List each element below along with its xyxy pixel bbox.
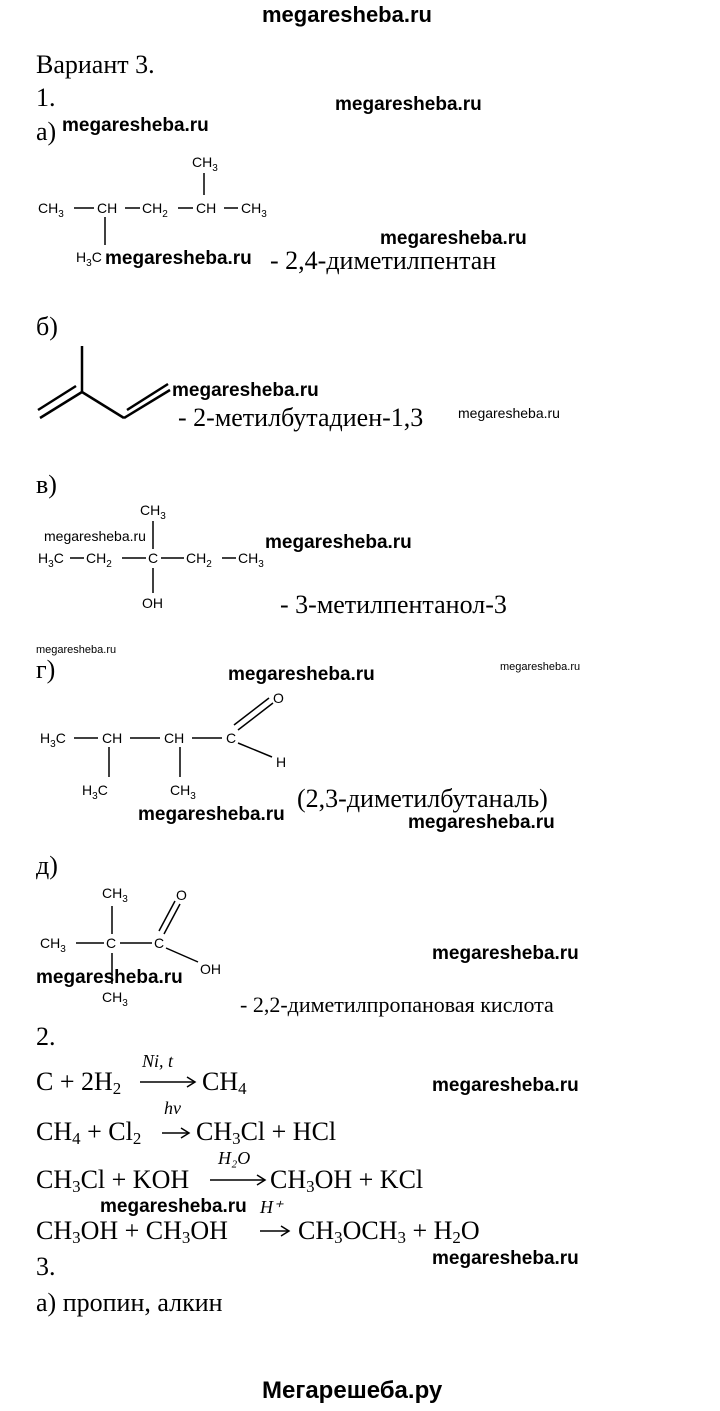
svg-text:H3C: $H_3C$ — [40, 730, 66, 750]
task1-a-label: а) — [36, 117, 57, 146]
watermark: megaresheba.ru — [172, 380, 319, 401]
svg-text:CH: CH — [196, 200, 217, 216]
svg-text:CH: CH — [164, 730, 185, 746]
reaction-4-arrow — [256, 1194, 296, 1244]
watermark: megaresheba.ru — [138, 804, 285, 825]
task1-a-name: - 2,4-диметилпентан — [270, 246, 497, 275]
reaction-2-left: $CH_4 + Cl_2$ — [36, 1117, 142, 1149]
watermark: megaresheba.ru — [408, 812, 555, 833]
reaction-1-right: $CH_4$ — [202, 1067, 247, 1099]
reaction-1-left: $C + 2H_2$ — [36, 1067, 122, 1099]
structure-v — [30, 495, 290, 615]
watermark: megaresheba.ru — [335, 94, 482, 115]
svg-text:H3C: $H_3C$ — [76, 249, 102, 269]
reaction-2-condition: hν — [164, 1098, 181, 1118]
svg-text:OH: OH — [142, 595, 163, 611]
svg-text:OH: OH — [200, 961, 221, 977]
svg-text:CH3: $CH_3$ — [102, 989, 128, 1009]
structure-g — [30, 685, 310, 805]
svg-text:CH2: $CH_2$ — [86, 550, 112, 570]
svg-text:CH3: $CH_3$ — [102, 885, 128, 905]
task1-d-label: д) — [36, 851, 58, 880]
svg-text:CH3: $CH_3$ — [38, 200, 64, 220]
reaction-4-condition: H⁺ — [260, 1197, 283, 1217]
footer-watermark: Мегарешеба.ру — [262, 1377, 443, 1404]
watermark: megaresheba.ru — [100, 1196, 247, 1217]
variant-title: Вариант 3. — [36, 50, 155, 79]
task1-v-name: - 3-метилпентанол-3 — [280, 590, 507, 619]
task1-number: 1. — [36, 83, 56, 112]
svg-text:H3C: $H_3C$ — [38, 550, 64, 570]
reaction-4-right: $CH_3OCH_3 + H_2O$ — [298, 1216, 480, 1248]
svg-text:H: H — [276, 754, 287, 770]
task3-number: 3. — [36, 1252, 56, 1281]
watermark: megaresheba.ru — [62, 115, 209, 136]
task3-a: а) пропин, алкин — [36, 1288, 223, 1317]
reaction-2-arrow — [160, 1097, 194, 1147]
svg-text:C: C — [154, 935, 165, 951]
reaction-3-arrow — [208, 1145, 270, 1195]
watermark: megaresheba.ru — [380, 228, 527, 249]
reaction-4-left: $CH_3OH + CH_3OH$ — [36, 1216, 228, 1248]
svg-text:CH: CH — [97, 200, 118, 216]
svg-text:CH3: $CH_3$ — [241, 200, 267, 220]
svg-text:CH2: $CH_2$ — [142, 200, 168, 220]
watermark: megaresheba.ru — [265, 532, 412, 553]
svg-text:CH3: $CH_3$ — [140, 502, 166, 522]
reaction-1-arrow — [138, 1050, 200, 1095]
task1-b-label: б) — [36, 312, 58, 341]
watermark: megaresheba.ru — [500, 661, 581, 673]
reaction-3-condition: H₂O — [218, 1148, 251, 1168]
structure-d — [30, 880, 250, 1010]
svg-text:C: C — [226, 730, 237, 746]
reaction-3-left: $CH_3Cl$ + KOH — [36, 1165, 190, 1197]
watermark: megaresheba.ru — [105, 248, 252, 269]
svg-text:CH3: $CH_3$ — [170, 782, 196, 802]
svg-text:CH2: $CH_2$ — [186, 550, 212, 570]
svg-text:CH3: $CH_3$ — [40, 935, 66, 955]
watermark: megaresheba.ru — [36, 644, 117, 656]
task1-g-name: (2,3-диметилбутаналь) — [297, 784, 548, 813]
task2-number: 2. — [36, 1022, 56, 1051]
watermark: megaresheba.ru — [44, 528, 146, 544]
structure-b — [30, 340, 180, 430]
task1-g-label: г) — [36, 655, 56, 684]
svg-text:CH3: $CH_3$ — [192, 154, 218, 174]
task1-v-label: в) — [36, 470, 57, 499]
watermark: megaresheba.ru — [432, 1248, 579, 1269]
reaction-3-right: $CH_3OH$ + KCl — [270, 1165, 424, 1197]
watermark: megaresheba.ru — [432, 1075, 579, 1096]
svg-text:H3C: $H_3C$ — [82, 782, 108, 802]
task1-d-name: - 2,2-диметилпропановая кислота — [240, 992, 554, 1017]
reaction-1-condition: Ni, t — [142, 1051, 174, 1071]
header-watermark: megaresheba.ru — [262, 2, 432, 27]
svg-text:O: O — [176, 887, 187, 903]
watermark: megaresheba.ru — [36, 967, 183, 988]
watermark: megaresheba.ru — [432, 943, 579, 964]
svg-text:C: C — [148, 550, 159, 566]
task1-b-name: - 2-метилбутадиен-1,3 — [178, 403, 424, 432]
svg-text:C: C — [106, 935, 117, 951]
svg-text:O: O — [273, 690, 284, 706]
svg-text:CH3: $CH_3$ — [238, 550, 264, 570]
watermark: megaresheba.ru — [458, 405, 560, 421]
watermark: megaresheba.ru — [228, 664, 375, 685]
reaction-2-right: $CH_3Cl$ + HCl — [196, 1117, 337, 1149]
svg-text:CH: CH — [102, 730, 123, 746]
